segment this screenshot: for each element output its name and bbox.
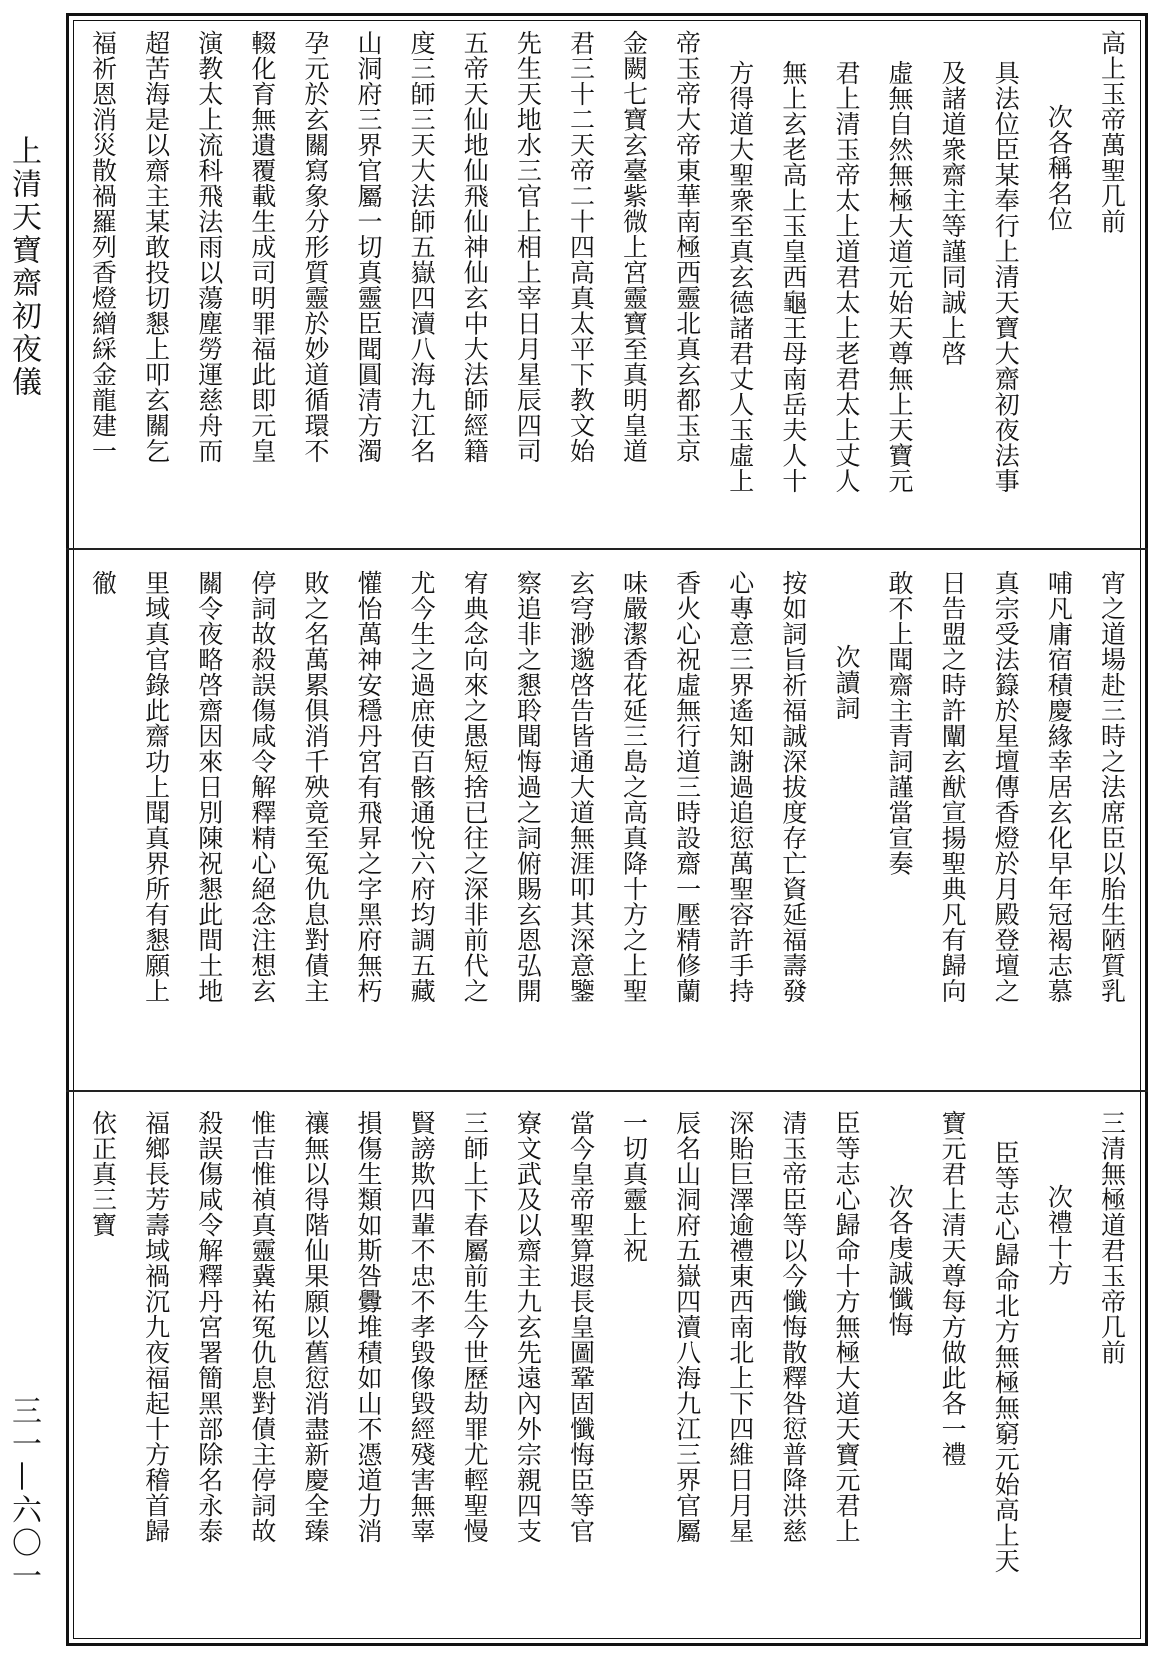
text-column: 三清無極道君玉帝几前 [1097, 1110, 1127, 1365]
text-column: 孕元於玄關寫象分形質靈於妙道循環不 [300, 30, 330, 464]
text-column: 輟化育無遺覆載生成司明罪福此即元皇 [247, 30, 277, 464]
text-column: 按如詞旨祈福誠深拔度存亡資延福壽發 [778, 570, 808, 1004]
margin-page-number: 三一—六〇一 [6, 1395, 41, 1593]
text-column: 哺凡庸宿積慶緣幸居玄化早年冠褐志慕 [1044, 570, 1074, 1004]
text-column: 損傷生類如斯咎釁堆積如山不憑道力消 [354, 1110, 384, 1544]
text-column: 辰名山洞府五嶽四瀆八海九江三界官屬 [672, 1110, 702, 1544]
text-column: 三師上下春屬前生今世歷劫罪尤輕聖慢 [460, 1110, 490, 1544]
margin-book-title: 上清天寶齋初夜儀 [6, 135, 41, 399]
text-column: 真宗受法籙於星壇傳香燈於月殿登壇之 [991, 570, 1021, 1004]
text-column: 帝玉帝大帝東華南極西靈北真玄都玉京 [672, 30, 702, 464]
text-column: 味嚴潔香花延三島之高真降十方之上聖 [619, 570, 649, 1004]
text-column: 深貽巨澤逾禮東西南北上下四維日月星 [725, 1110, 755, 1544]
text-column: 金闕七寶玄臺紫微上宮靈寶至真明皇道 [619, 30, 649, 464]
text-column: 高上玉帝萬聖几前 [1097, 30, 1127, 234]
text-column: 停詞故殺誤傷咸令解釋精心絕念注想玄 [247, 570, 277, 1004]
text-panel-1 [76, 30, 1138, 550]
text-column: 里域真官錄此齋功上聞真界所有懇願上 [141, 570, 171, 1004]
text-column: 敗之名萬累俱消千殃竟至冤仇息對債主 [300, 570, 330, 1004]
text-column: 敢不上聞齋主青詞謹當宣奏 [885, 570, 915, 876]
text-column: 懽怡萬神安穩丹宮有飛昇之字黑府無朽 [354, 570, 384, 1004]
text-column: 次讀詞 [831, 644, 861, 721]
text-column: 宵之道場赴三時之法席臣以胎生陋質乳 [1097, 570, 1127, 1004]
text-column: 關令夜略啓齋因來日別陳祝懇此間土地 [194, 570, 224, 1004]
text-column: 度三師三天大法師五嶽四瀆八海九江名 [407, 30, 437, 464]
text-column: 心專意三界遙知謝過追愆萬聖容許手持 [725, 570, 755, 1004]
text-column: 清玉帝臣等以今懺悔散釋咎愆普降洪慈 [778, 1110, 808, 1544]
text-column: 及諸道衆齋主等謹同誠上啓 [938, 60, 968, 366]
text-panel-3 [76, 1110, 1138, 1632]
text-column: 五帝天仙地仙飛仙神仙玄中大法師經籍 [460, 30, 490, 464]
text-column: 依正真三寶 [88, 1110, 118, 1238]
text-column: 臣等志心歸命十方無極大道天寶元君上 [831, 1110, 861, 1544]
text-panel-2 [76, 570, 1138, 1090]
text-column: 山洞府三界官屬一切真靈臣聞圓清方濁 [354, 30, 384, 464]
text-column: 一切真靈上祝 [619, 1110, 649, 1263]
text-column: 演教太上流科飛法雨以蕩塵勞運慈舟而 [194, 30, 224, 464]
text-column: 虛無自然無極大道元始天尊無上天寶元 [885, 60, 915, 494]
text-column: 次各稱名位 [1044, 104, 1074, 232]
text-column: 次各虔誠懺悔 [885, 1184, 915, 1337]
text-column: 臣等志心歸命北方無極無窮元始高上天 [991, 1140, 1021, 1574]
text-column: 香火心祝虛無行道三時設齋一壓精修蘭 [672, 570, 702, 1004]
text-column: 惟吉惟禎真靈冀祐冤仇息對債主停詞故 [247, 1110, 277, 1544]
text-column: 福祈恩消災散禍羅列香燈繒綵金龍建一 [88, 30, 118, 464]
text-column: 察追非之懇聆聞悔過之詞俯賜玄恩弘開 [513, 570, 543, 1004]
text-column: 日告盟之時許闡玄猷宣揚聖典凡有歸向 [938, 570, 968, 1004]
text-column: 尤今生之過庶使百骸通悅六府均調五藏 [407, 570, 437, 1004]
text-column: 超苦海是以齋主某敢投切懇上叩玄關乞 [141, 30, 171, 464]
text-column: 賢謗欺四輩不忠不孝毀像毀經殘害無辜 [407, 1110, 437, 1544]
text-column: 君上清玉帝太上道君太上老君太上丈人 [831, 60, 861, 494]
text-column: 禳無以得階仙果願以舊愆消盡新慶全臻 [300, 1110, 330, 1544]
panel-divider [66, 1090, 1148, 1092]
text-column: 殺誤傷咸令解釋丹宮署簡黑部除名永泰 [194, 1110, 224, 1544]
text-column: 君三十二天帝二十四高真太平下教文始 [566, 30, 596, 464]
text-column: 次禮十方 [1044, 1184, 1074, 1286]
text-column: 宥典念向來之愚短捨已往之深非前代之 [460, 570, 490, 1004]
text-column: 寮文武及以齋主九玄先遠內外宗親四支 [513, 1110, 543, 1544]
text-column: 當今皇帝聖算遐長皇圖鞏固懺悔臣等官 [566, 1110, 596, 1544]
text-column: 無上玄老高上玉皇西龜王母南岳夫人十 [778, 60, 808, 494]
text-column: 徹 [88, 570, 118, 596]
text-column: 福鄉長芳壽域禍沉九夜福起十方稽首歸 [141, 1110, 171, 1544]
text-column: 玄穹渺邈啓告皆通大道無涯叩其深意鑒 [566, 570, 596, 1004]
text-column: 具法位臣某奉行上清天寶大齋初夜法事 [991, 60, 1021, 494]
text-column: 方得道大聖衆至真玄德諸君丈人玉虛上 [725, 60, 755, 494]
text-column: 先生天地水三官上相上宰日月星辰四司 [513, 30, 543, 464]
text-column: 寶元君上清天尊每方做此各一禮 [938, 1110, 968, 1467]
